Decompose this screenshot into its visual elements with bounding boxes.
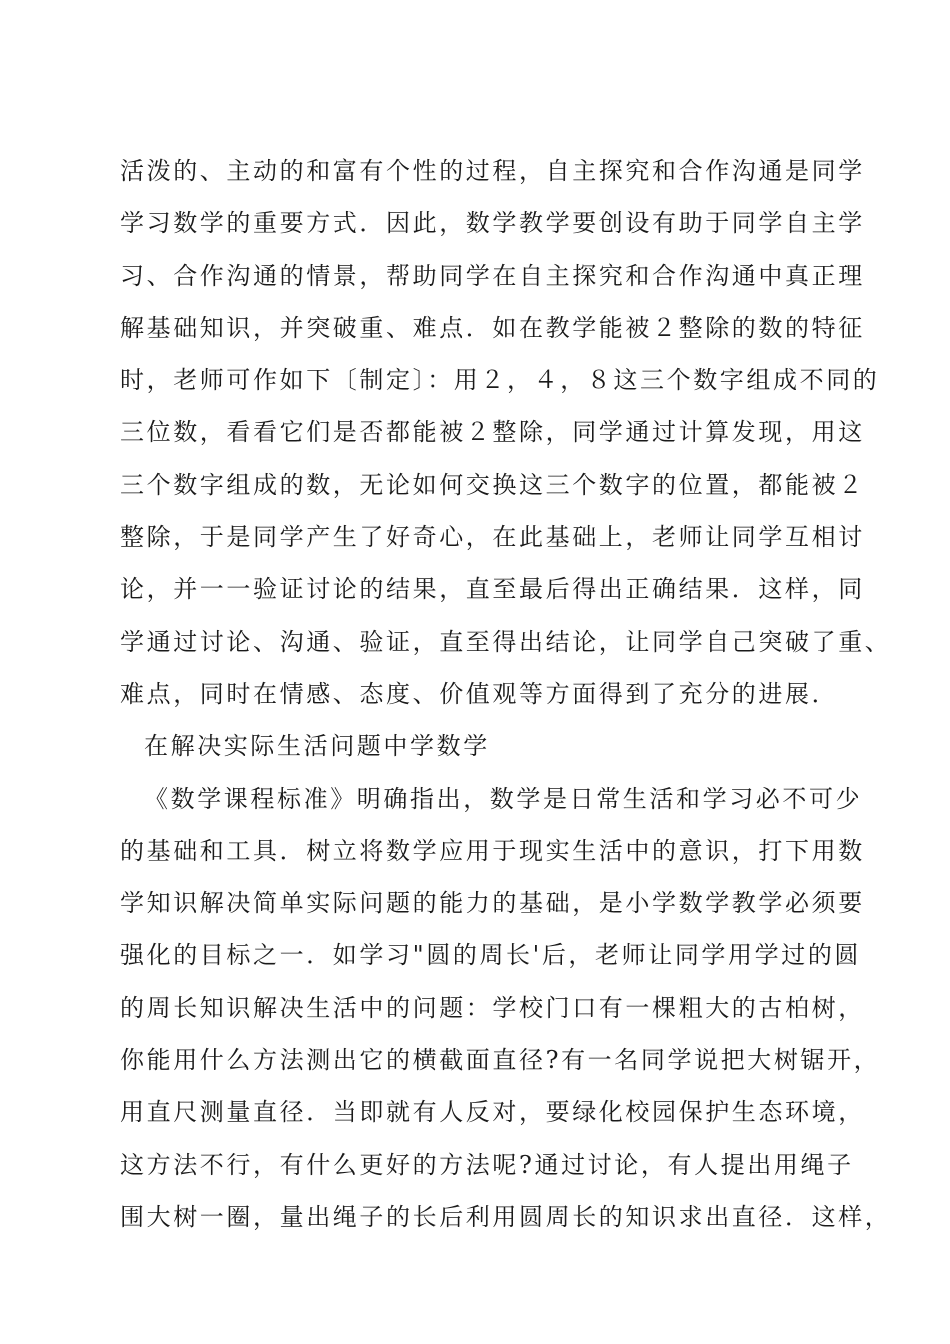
text-line: 围大树一圈，量出绳子的长后利用圆周长的知识求出直径．这样， <box>120 1202 892 1231</box>
text-line: 学通过讨论、沟通、验证，直至得出结论，让同学自己突破了重、 <box>120 627 892 656</box>
text-line: 学习数学的重要方式．因此，数学教学要创设有助于同学自主学 <box>120 209 865 238</box>
text-line: 的周长知识解决生活中的问题：学校门口有一棵粗大的古柏树， <box>120 993 865 1022</box>
text-line: 用直尺测量直径．当即就有人反对，要绿化校园保护生态环境， <box>120 1098 865 1127</box>
text-line: 习、合作沟通的情景，帮助同学在自主探究和合作沟通中真正理 <box>120 261 865 290</box>
text-line: 这方法不行，有什么更好的方法呢?通过讨论，有人提出用绳子 <box>120 1150 854 1179</box>
text-line: 活泼的、主动的和富有个性的过程，自主探究和合作沟通是同学 <box>120 157 865 185</box>
text-line: 整除，于是同学产生了好奇心，在此基础上，老师让同学互相讨 <box>120 523 865 552</box>
text-line: 你能用什么方法测出它的横截面直径?有一名同学说把大树锯开， <box>120 1046 881 1075</box>
text-line: 难点，同时在情感、态度、价值观等方面得到了充分的进展． <box>120 679 839 708</box>
text-line: 学知识解决简单实际问题的能力的基础，是小学数学教学必须要 <box>120 889 865 918</box>
text-line: 的基础和工具．树立将数学应用于现实生活中的意识，打下用数 <box>120 836 865 865</box>
text-line: 强化的目标之一．如学习"圆的周长'后，老师让同学用学过的圆 <box>120 941 862 970</box>
paragraph-start-line: 《数学课程标准》明确指出，数学是日常生活和学习必不可少 <box>144 784 863 813</box>
text-line: 三个数字组成的数，无论如何交换这三个数字的位置，都能被２ <box>120 470 865 499</box>
text-line: 三位数，看看它们是否都能被２整除，同学通过计算发现，用这 <box>120 418 865 447</box>
text-line: 论，并一一验证讨论的结果，直至最后得出正确结果．这样，同 <box>120 575 865 604</box>
text-line: 时，老师可作如下〔制定〕：用２，４，８这三个数字组成不同的 <box>120 366 880 395</box>
section-heading: 在解决实际生活问题中学数学 <box>144 732 490 761</box>
document-body <box>120 145 892 1243</box>
text-line: 解基础知识，并突破重、难点．如在教学能被２整除的数的特征 <box>120 313 865 342</box>
